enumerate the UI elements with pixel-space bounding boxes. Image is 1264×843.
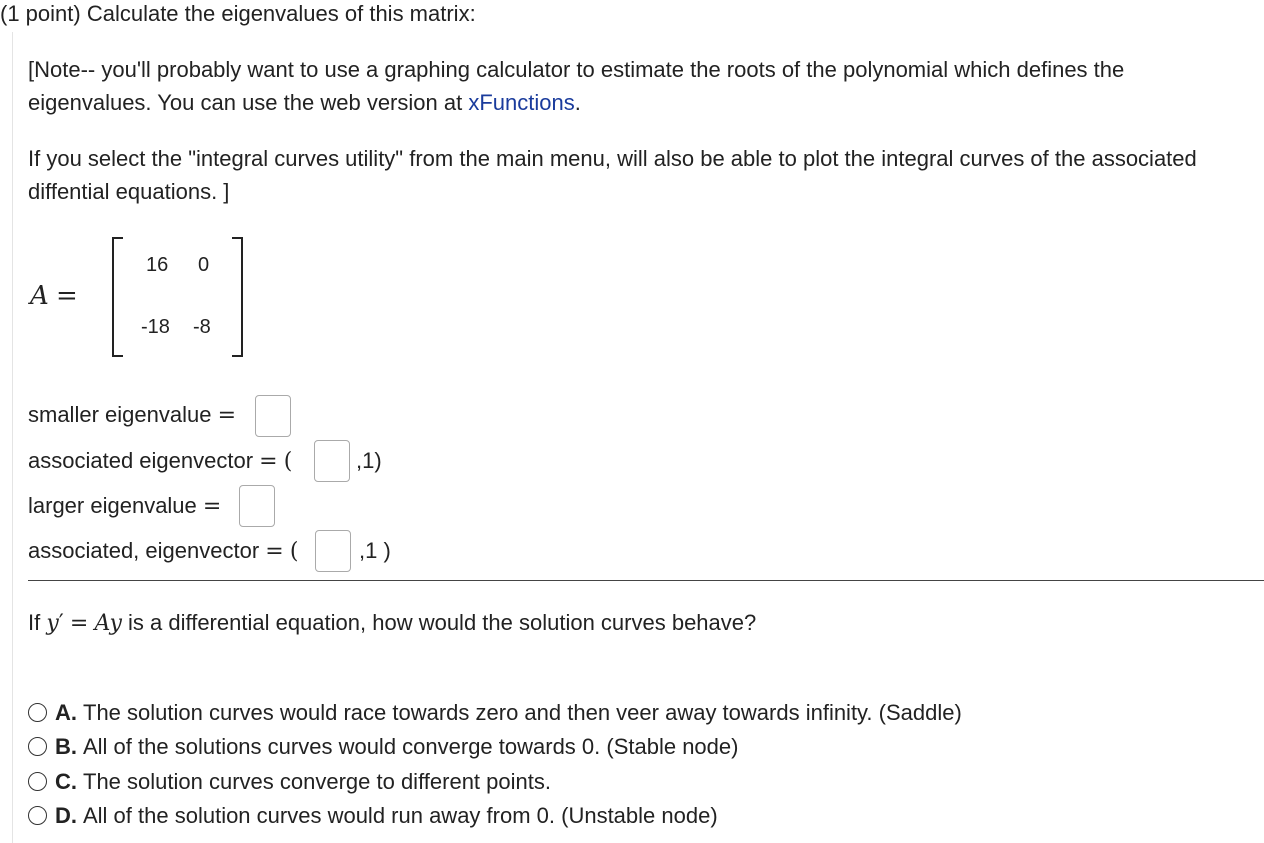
- larger-eigenvalue-equals: =: [202, 494, 222, 519]
- question-equals: =: [69, 611, 89, 636]
- eigenvector-1-close: ,1): [356, 448, 382, 473]
- choice-b[interactable]: [28, 734, 738, 760]
- eigenvector-2-close: ,1 ): [359, 538, 391, 563]
- choice-a[interactable]: [28, 700, 962, 726]
- question-rhs: Ay: [94, 611, 122, 636]
- eigenvector-1-open-paren: (: [283, 449, 293, 474]
- note-line-2: [28, 87, 581, 119]
- note-line-2-prefix: eigenvalues. You can use the web version at: [28, 90, 469, 115]
- smaller-eigenvalue-input[interactable]: [255, 395, 291, 437]
- choice-a-letter: A.: [55, 700, 77, 725]
- choice-a-radio[interactable]: [28, 703, 47, 722]
- question-prefix: If: [28, 610, 47, 635]
- smaller-eigenvalue-equals: =: [217, 403, 236, 428]
- eigenvector-2-row: [28, 535, 298, 568]
- matrix-equals: =: [56, 281, 78, 311]
- eigenvector-1-row: [28, 445, 292, 478]
- problem-title: (1 point) Calculate the eigenvalues of this matrix:: [0, 1, 476, 26]
- choice-d-text: All of the solution curves would run away from 0. (Unstable node): [83, 803, 718, 828]
- choice-d[interactable]: [28, 803, 718, 829]
- choice-c-letter: C.: [55, 769, 77, 794]
- larger-eigenvalue-row: [28, 490, 221, 523]
- choice-b-text: All of the solutions curves would converge towards 0. (Stable node): [83, 734, 739, 759]
- larger-eigenvalue-label: larger eigenvalue: [28, 493, 197, 518]
- matrix-cell-r2c1: -18: [141, 316, 170, 338]
- choice-c-radio[interactable]: [28, 772, 47, 791]
- matrix-label: [30, 280, 78, 311]
- eigenvector-1-label: associated eigenvector: [28, 448, 254, 473]
- choice-c-text: The solution curves converge to different points.: [83, 769, 551, 794]
- matrix-right-bracket: [232, 237, 243, 357]
- choice-d-letter: D.: [55, 803, 77, 828]
- choice-b-letter: B.: [55, 734, 77, 759]
- matrix-name: A: [30, 281, 49, 311]
- choice-a-text: The solution curves would race towards zero and then veer away towards infinity. (Saddle): [83, 700, 962, 725]
- question-text: [28, 607, 756, 640]
- eigenvector-2-open-paren: (: [289, 539, 299, 564]
- note2-line-1: If you select the "integral curves utility" from the main menu, will also be able to plot the integral curves of the associated: [28, 146, 1197, 171]
- matrix-cell-r1c2: 0: [198, 254, 210, 276]
- eigenvector-2-equals: =: [265, 539, 284, 564]
- matrix-cell-r1c1: 16: [146, 254, 169, 276]
- note-line-1: [Note-- you'll probably want to use a graphing calculator to estimate the roots of the polynomial which defines the: [28, 57, 1125, 82]
- choice-d-radio[interactable]: [28, 806, 47, 825]
- section-divider: [28, 580, 1264, 581]
- note2-line-2: diffential equations. ]: [28, 179, 230, 204]
- question-var-y: y: [46, 611, 59, 636]
- smaller-eigenvalue-row: [28, 399, 236, 432]
- smaller-eigenvalue-label: smaller eigenvalue: [28, 402, 212, 427]
- matrix-left-bracket: [112, 237, 123, 357]
- choice-c[interactable]: [28, 769, 551, 795]
- xfunctions-link[interactable]: xFunctions: [468, 90, 575, 115]
- eigenvector-1-equals: =: [259, 449, 278, 474]
- note-line-2-suffix: .: [574, 90, 581, 115]
- question-suffix: is a differential equation, how would the solution curves behave?: [121, 610, 757, 635]
- eigenvector-2-label: associated, eigenvector: [28, 538, 260, 563]
- matrix-cell-r2c2: -8: [193, 316, 211, 338]
- problem-header: [0, 0, 1264, 32]
- choice-b-radio[interactable]: [28, 737, 47, 756]
- eigenvector-2-input[interactable]: [315, 530, 351, 572]
- question-prime: ′: [58, 611, 64, 636]
- eigenvector-1-input[interactable]: [314, 440, 350, 482]
- larger-eigenvalue-input[interactable]: [239, 485, 275, 527]
